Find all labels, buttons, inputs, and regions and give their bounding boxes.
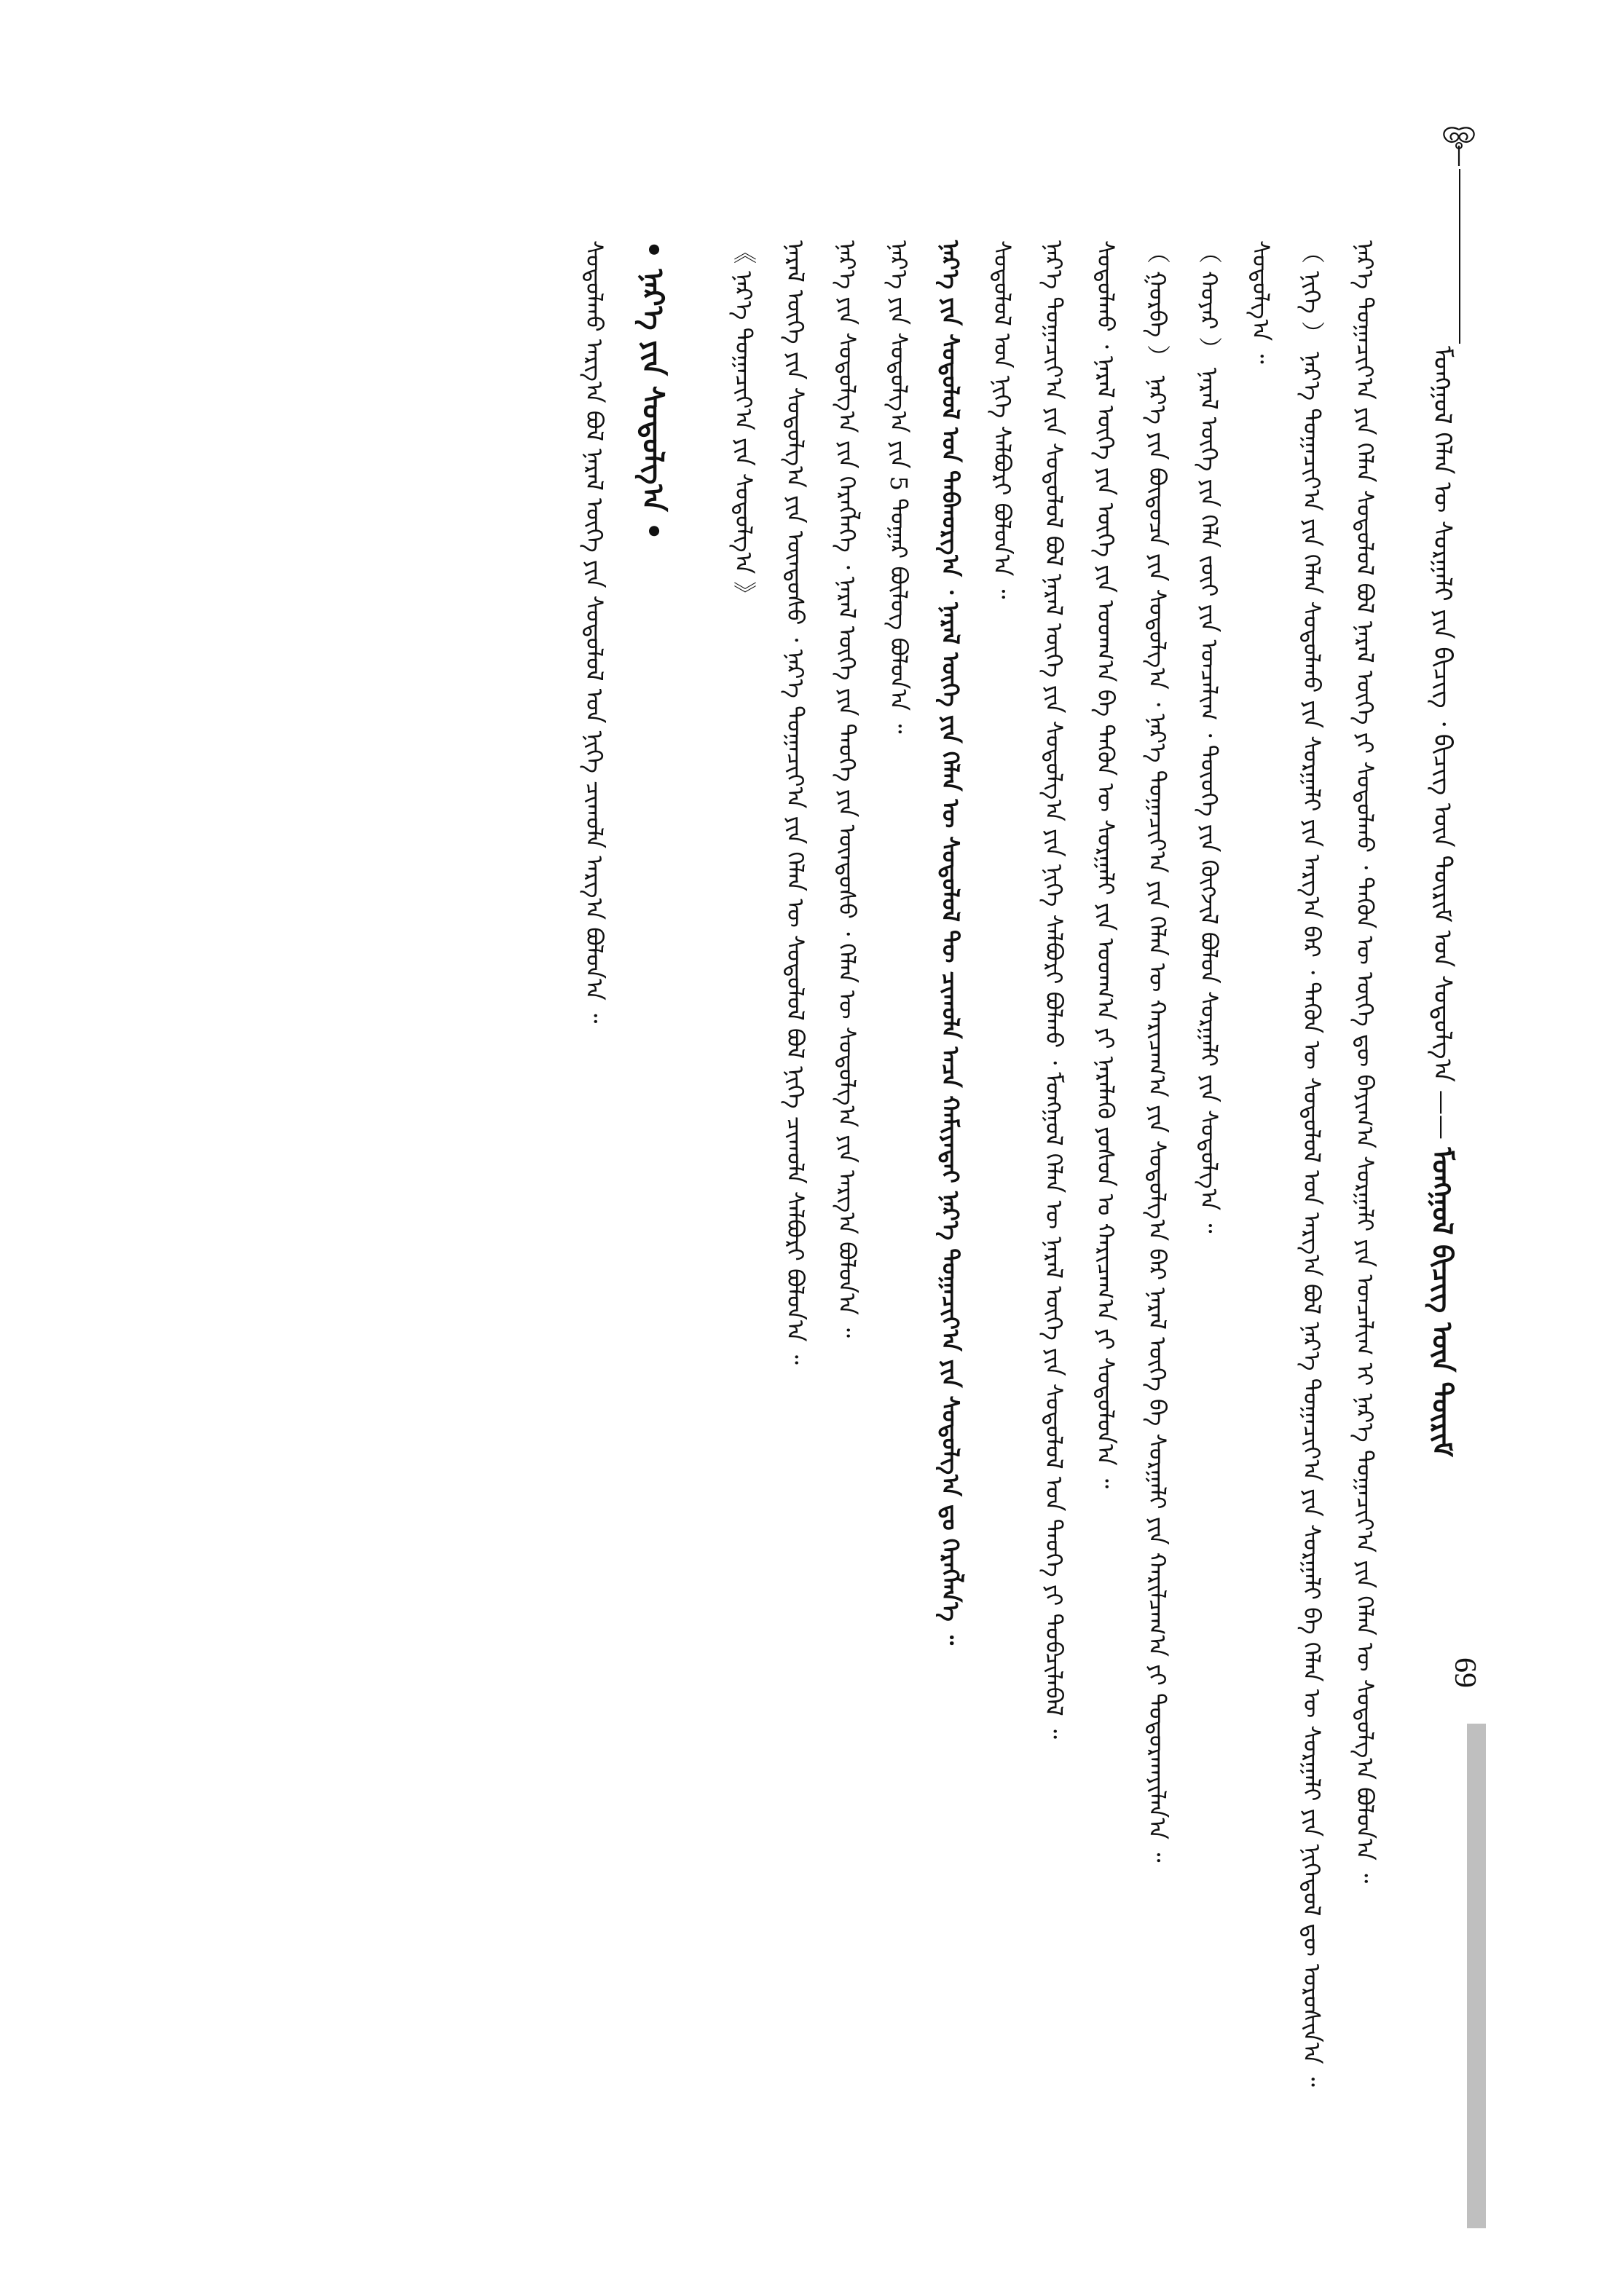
header-ornament-icon	[1433, 124, 1484, 167]
body-column: ᠨᠡᠷ᠎ᠡ ᠲᠣᠭᠠᠴᠢᠶ᠎ᠠ ᠶᠢᠨ ᠬᠡᠯᠡᠨ ᠰᠣᠳᠤᠯᠤᠯ ᠪᠣᠯ ᠨᠡᠷᠡᠯ ᠦᠭᠡ ᠶᠢ ᠰᠤᠳᠤᠯᠬᠤ ᠂ ᠲᠡᠭᠦᠨ ᠦ ᠦᠭᠡ ᠳᠦ ᠪᠠᠶᠢᠭ᠎ᠠ ᠰᠤᠷᠭᠠᠯᠢ ᠶᠢᠨ ᠣᠨᠴᠠᠯᠢᠭ ᠢ ᠨᠡᠷ᠎ᠡ ᠲᠣᠭᠠᠴᠢᠶ᠎ᠠ ᠶᠢᠨ ᠬᠡᠯᠡᠨ ᠦ ᠰᠤᠳᠤᠯᠭ᠎ᠠ ᠪᠣᠯᠤᠨ᠎ᠠ ᠃	[1351, 240, 1379, 1884]
page-number: 69	[1448, 1657, 1482, 1688]
body-column-bold: ᠨᠡᠷ᠎ᠡ ᠶᠢᠨ ᠰᠤᠳᠤᠯᠤᠯ ᠤᠨ ᠳᠠᠪᠬᠤᠷᠭ᠎ᠠ ᠂ ᠨᠡᠷᠡᠯ ᠦᠭᠡ ᠶᠢᠨ ᠬᠡᠯᠡᠨ ᠦ ᠰᠤᠳᠤᠯᠤᠯ ᠲᠦ ᠴᠢᠬᠤᠯᠠ ᠠᠴᠠ ᠬᠠᠮᠢᠶᠠᠲᠠᠢ ᠨᠡᠷ᠎ᠡ ᠲᠣᠭᠠᠴᠢᠶ᠎ᠠ ᠶᠢᠨ ᠰᠤᠳᠤᠯᠭ᠎ᠠ ᠳᠤ ᠬᠡᠷᠡᠭᠯᠡᠨ᠎ᠡ ᠃	[937, 240, 964, 1645]
section-heading: • ᠨᠡᠷ᠎ᠡ ᠶᠢᠨ ᠰᠤᠳᠤᠯᠭ᠎ᠠ •	[636, 240, 669, 541]
body-column: ᠨᠡᠷᠡᠯ ᠦᠭᠡ ᠶᠢᠨ ᠰᠤᠳᠤᠯᠭ᠎ᠠ ᠶᠢᠨ ᠦᠨᠳᠦᠰᠦ ᠂ ᠨᠡᠷ᠎ᠡ ᠲᠣᠭᠠᠴᠢᠶ᠎ᠠ ᠶᠢᠨ ᠬᠡᠯᠡᠨ ᠦ ᠰᠤᠳᠤᠯᠤᠯ ᠪᠣᠯ ᠨᠢᠭᠡ ᠴᠢᠬᠤᠯᠠ ᠰᠠᠯᠪᠤᠷᠢ ᠪᠣᠯᠤᠨ᠎ᠠ ᠃	[782, 240, 809, 1365]
body-column: （ ᠨᠢᠭᠡ ） ᠨᠡᠷ᠎ᠡ ᠲᠣᠭᠠᠴᠢᠶ᠎ᠠ ᠶᠢᠨ ᠬᠡᠯᠡᠨ ᠰᠤᠳᠤᠯᠬᠤ ᠶᠢᠨ ᠰᠤᠷᠭᠠᠯᠢ ᠶᠢᠨ ᠠᠷᠭ᠎ᠠ ᠪᠠᠷ ᠂ ᠲᠡᠭᠦᠨ ᠦ ᠰᠤᠳᠤᠯᠤᠯ ᠤᠨ ᠠᠷᠭ᠎ᠠ ᠪᠣᠯ ᠨᠡᠷ᠎ᠡ ᠲᠣᠭᠠᠴᠢᠶ᠎ᠠ ᠶᠢᠨ ᠰᠤᠷᠭᠠᠯᠢ ᠪᠠ ᠬᠡᠯᠡᠨ ᠦ ᠰᠤᠷᠭᠠᠯᠢ ᠶᠢᠨ ᠨᠢᠭᠡᠳᠦᠯ ᠳᠦ ᠣᠷᠣᠰᠢᠨ᠎ᠠ ᠃	[1298, 240, 1326, 2087]
body-column: （ ᠬᠣᠶᠠᠷ ） ᠨᠡᠷᠡᠯ ᠦᠭᠡ ᠶᠢᠨ ᠬᠡᠯᠡ ᠵᠦᠢ ᠶᠢᠨ ᠣᠨᠴᠠᠯᠢᠭ ᠂ ᠲᠦᠦᠬᠡ ᠶᠢᠨ ᠬᠦᠭᠵᠢᠯ ᠪᠣᠯᠤᠨ ᠰᠤᠷᠭᠠᠯᠢ ᠶᠢᠨ ᠰᠤᠳᠤᠯᠭ᠎ᠠ ᠃	[1195, 240, 1223, 1234]
body-column: ᠨᠡᠷ᠎ᠡ ᠶᠢᠨ ᠰᠤᠳᠤᠯᠭ᠎ᠠ ᠶᠢᠨ ᠬᠡᠷᠡᠭᠯᠡᠭᠡ ᠂ ᠨᠡᠷᠡᠯ ᠦᠭᠡ ᠶᠢᠨ ᠲᠡᠦᠬᠡ ᠶᠢᠨ ᠦᠨᠳᠦᠰᠦ ᠂ ᠬᠡᠯᠡᠨ ᠦ ᠰᠤᠳᠤᠯᠭ᠎ᠠ ᠶᠢᠨ ᠠᠷᠭ᠎ᠠ ᠪᠣᠯᠤᠨ᠎ᠠ ᠃	[833, 240, 861, 1338]
running-header-title: ᠮᠣᠩᠭᠣᠯ ᠬᠡᠯᠡᠨ ᠦ ᠰᠤᠷᠭᠠᠯᠢ ᠶᠢᠨ ᠪᠢᠴᠢᠭ᠌ ᠂ ᠪᠢᠴᠢᠭ᠌ ᠦᠨ ᠳᠦᠷᠢᠮ ᠤᠨ ᠰᠤᠳᠤᠯᠭ᠎ᠠ ——	[1428, 346, 1457, 1148]
running-header	[1426, 346, 1492, 1457]
body-column: ᠰᠤᠳᠤᠯᠤᠯ ᠤᠨ ᠨᠢᠭᠡ ᠰᠠᠯᠪᠤᠷᠢ ᠪᠣᠯᠤᠨ᠎ᠠ ᠃	[988, 240, 1016, 599]
quoted-title: 《 ᠨᠡᠷ᠎ᠡ ᠲᠣᠭᠠᠴᠢᠶ᠎ᠠ ᠶᠢᠨ ᠰᠤᠳᠤᠯᠭ᠎ᠠ 》	[730, 240, 758, 605]
body-column: ᠰᠤᠳᠤᠯᠬᠤ ᠂ ᠨᠡᠷᠡᠯ ᠦᠭᠡ ᠶᠢᠨ ᠦᠭᠡ ᠶᠢᠨ ᠤᠳᠬ᠎ᠠ ᠪᠠ ᠲᠡᠭᠦᠨ ᠦ ᠰᠤᠷᠭᠠᠯᠢ ᠶᠢᠨ ᠤᠳᠬ᠎ᠠ ᠶᠢ ᠨᠡᠷᠡᠯᠡᠬᠦ ᠶᠣᠰᠣᠨ ᠤ ᠬᠠᠷᠢᠴᠠᠭ᠎ᠠ ᠶᠢ ᠰᠤᠳᠤᠯᠤᠨ᠎ᠠ ᠃	[1092, 240, 1120, 1488]
running-header-title-bold: ᠮᠣᠩᠭᠣᠯ ᠪᠢᠴᠢᠭ᠌ ᠦᠨ ᠳᠦᠷᠢᠮ	[1426, 1147, 1459, 1457]
body-column: ᠰᠤᠳᠤᠯᠭ᠎ᠠ ᠃	[1247, 240, 1275, 364]
body-column: ᠨᠡᠷ᠎ᠡ ᠲᠣᠭᠠᠴᠢᠶ᠎ᠠ ᠶᠢᠨ ᠰᠤᠳᠤᠯᠤᠯ ᠪᠣᠯ ᠨᠡᠷᠡᠯ ᠦᠭᠡ ᠶᠢᠨ ᠰᠤᠳᠤᠯᠭ᠎ᠠ ᠶᠢᠨ ᠨᠢᠭᠡ ᠰᠠᠯᠪᠤᠷᠢ ᠪᠣᠯᠬᠤ ᠂ ᠮᠣᠩᠭᠣᠯ ᠬᠡᠯᠡᠨ ᠦ ᠨᠡᠷᠡᠯ ᠦᠭᠡ ᠶᠢᠨ ᠰᠤᠳᠤᠯᠤᠯ ᠤᠨ ᠲᠡᠦᠬᠡ ᠶᠢ ᠲᠣᠪᠴᠢᠯᠠᠪᠠᠯ ᠃	[1040, 240, 1068, 1739]
thumb-tab	[1467, 1724, 1486, 2228]
body-column: ᠰᠤᠳᠤᠯᠬᠤ ᠠᠷᠭ᠎ᠠ ᠪᠣᠯ ᠨᠡᠷᠡᠯ ᠦᠭᠡ ᠶᠢᠨ ᠰᠤᠳᠤᠯᠤᠯ ᠤᠨ ᠨᠢᠭᠡ ᠴᠢᠬᠤᠯᠠ ᠠᠷᠭ᠎ᠠ ᠪᠣᠯᠤᠨ᠎ᠠ ᠃	[581, 240, 608, 1024]
body-column: ᠨᠡᠷ᠎ᠡ ᠶᠢᠨ ᠰᠤᠳᠤᠯᠭ᠎ᠠ ᠶᠢᠨ 5 ᠳᠤᠭᠠᠷ ᠪᠦᠯᠦᠭ ᠪᠣᠯᠤᠨ᠎ᠠ ᠃	[885, 240, 913, 734]
body-column: （ ᠭᠤᠷᠪᠠ ） ᠨᠡᠷ᠎ᠡ ᠶᠢᠨ ᠪᠦᠲᠦᠴᠡ ᠶᠢᠨ ᠰᠤᠳᠤᠯᠭ᠎ᠠ ᠂ ᠨᠡᠷ᠎ᠡ ᠲᠣᠭᠠᠴᠢᠶ᠎ᠠ ᠶᠢᠨ ᠬᠡᠯᠡᠨ ᠦ ᠬᠠᠷᠢᠴᠠᠭ᠎ᠠ ᠶᠢᠨ ᠰᠤᠳᠤᠯᠭ᠎ᠠ ᠪᠠᠷ ᠨᠡᠷᠡᠯ ᠦᠭᠡ ᠪᠠ ᠰᠤᠷᠭᠠᠯᠢ ᠶᠢᠨ ᠬᠠᠷᠢᠯᠴᠠᠭ᠎ᠠ ᠶᠢ ᠲᠣᠳᠤᠷᠬᠠᠶᠢᠯᠠᠨ᠎ᠠ ᠃	[1144, 240, 1171, 1863]
header-rule	[1459, 169, 1460, 344]
